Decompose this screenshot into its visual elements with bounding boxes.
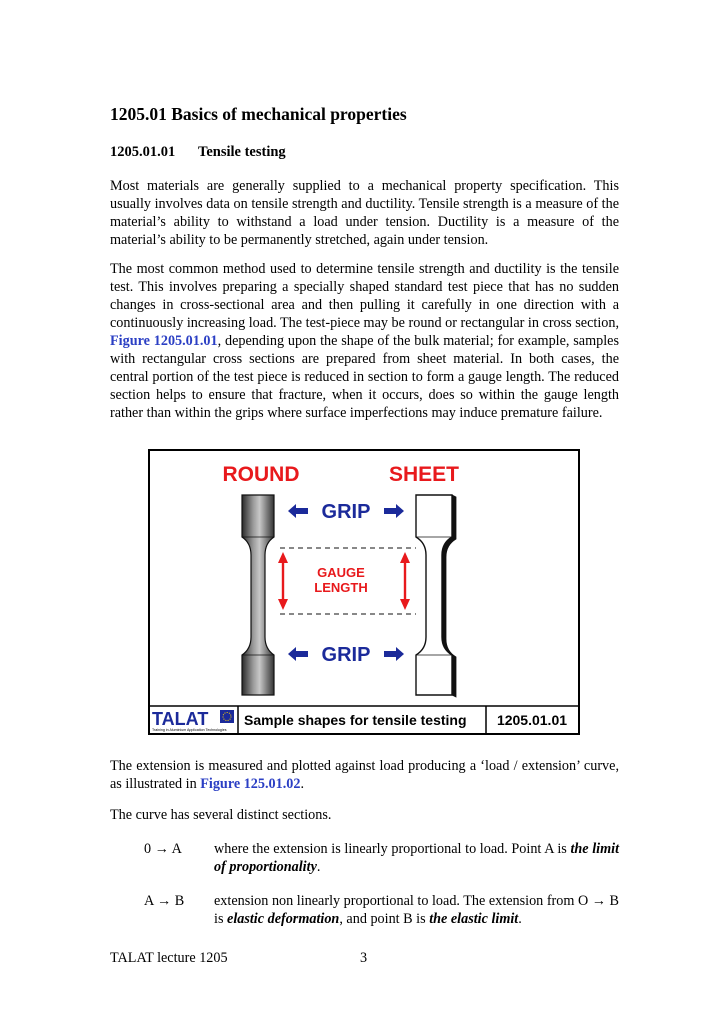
round-specimen bbox=[242, 495, 274, 695]
definition-text: where the extension is linearly proportional to load. Point A is bbox=[214, 841, 571, 857]
definition-emphasis: elastic deformation bbox=[227, 911, 340, 927]
paragraph-3-text-a: The extension is measured and plotted against load producing a ‘load / extension’ curve, as illustrated in bbox=[110, 758, 619, 792]
sheet-label: SHEET bbox=[388, 463, 460, 486]
paragraph-3-text-b: . bbox=[300, 776, 305, 792]
gauge-arrow-left bbox=[278, 552, 288, 610]
gauge-label-line1: GAUGE bbox=[317, 565, 365, 580]
subsection-number: 1205.01.01 bbox=[110, 144, 176, 160]
definition-term: 0 → A bbox=[144, 841, 182, 857]
footer-lecture: TALAT lecture 1205 bbox=[110, 950, 228, 966]
definition-description bbox=[214, 840, 619, 876]
definition-emphasis-2: the elastic limit bbox=[429, 911, 519, 927]
round-label: ROUND bbox=[222, 463, 300, 486]
paragraph-1: Most materials are generally supplied to a mechanical property specification. This usually involves data on tensile strength and ductility. Tensile strength is a measure of the material’s ability to withstand a load under tension. Ductility is a measure of the material’s ability to be permanently stretched, again under tension. bbox=[110, 178, 619, 248]
definition-text-mid: , and point B is bbox=[339, 911, 430, 927]
figure-illustration bbox=[150, 451, 578, 733]
definition-text-end: . bbox=[316, 859, 321, 875]
paragraph-2-text-b: , depending upon the shape of the bulk material; for example, samples with rectangular cross sections are prepared from sheet material. In both cases, the central portion of the test piece is reduced in section to form a gauge length. The reduced section helps to ensure that fracture, when it occurs, does so within the gauge length rather than within the grips where surface imperfections may induce premature failure. bbox=[110, 333, 619, 421]
gauge-label-line2: LENGTH bbox=[314, 580, 368, 595]
figure-caption: Sample shapes for tensile testing bbox=[244, 712, 467, 728]
subsection-heading bbox=[110, 144, 286, 161]
grip-top-label: GRIP bbox=[321, 501, 371, 523]
paragraph-3 bbox=[110, 757, 619, 793]
figure-reference-link[interactable]: Figure 1205.01.01 bbox=[110, 333, 218, 349]
talat-logo: TALAT bbox=[152, 709, 209, 729]
figure-number: 1205.01.01 bbox=[496, 712, 568, 728]
talat-logo-subtitle: Training in Aluminium Application Technologies bbox=[152, 728, 227, 732]
definition-description bbox=[214, 892, 619, 928]
footer-page-number: 3 bbox=[360, 950, 368, 966]
section-heading: 1205.01 Basics of mechanical properties bbox=[110, 104, 407, 124]
figure-reference-link-2[interactable]: Figure 125.01.02 bbox=[200, 776, 301, 792]
gauge-arrow-right bbox=[400, 552, 410, 610]
paragraph-2-text-a: The most common method used to determine tensile strength and ductility is the tensile test. This involves preparing a specially shaped standard test piece that has no sudden changes in cross-sectional area and then pulling it carefully in one direction with a continuously increasing load. The test-piece may be round or rectangular in cross section, bbox=[110, 261, 619, 331]
grip-bottom-label: GRIP bbox=[321, 644, 371, 666]
paragraph-2 bbox=[110, 260, 619, 422]
subsection-title: Tensile testing bbox=[198, 144, 286, 160]
paragraph-4: The curve has several distinct sections. bbox=[110, 807, 332, 823]
definition-text-end: . bbox=[518, 911, 522, 927]
eu-flag-icon bbox=[220, 710, 234, 723]
definition-term: A → B bbox=[144, 893, 185, 909]
figure-tensile-specimens bbox=[148, 449, 580, 735]
definition-text: extension non linearly proportional to load. The extension from O → B is bbox=[214, 893, 619, 927]
definition-emphasis: the limit of proportionality bbox=[214, 841, 620, 875]
sheet-specimen bbox=[416, 495, 452, 695]
